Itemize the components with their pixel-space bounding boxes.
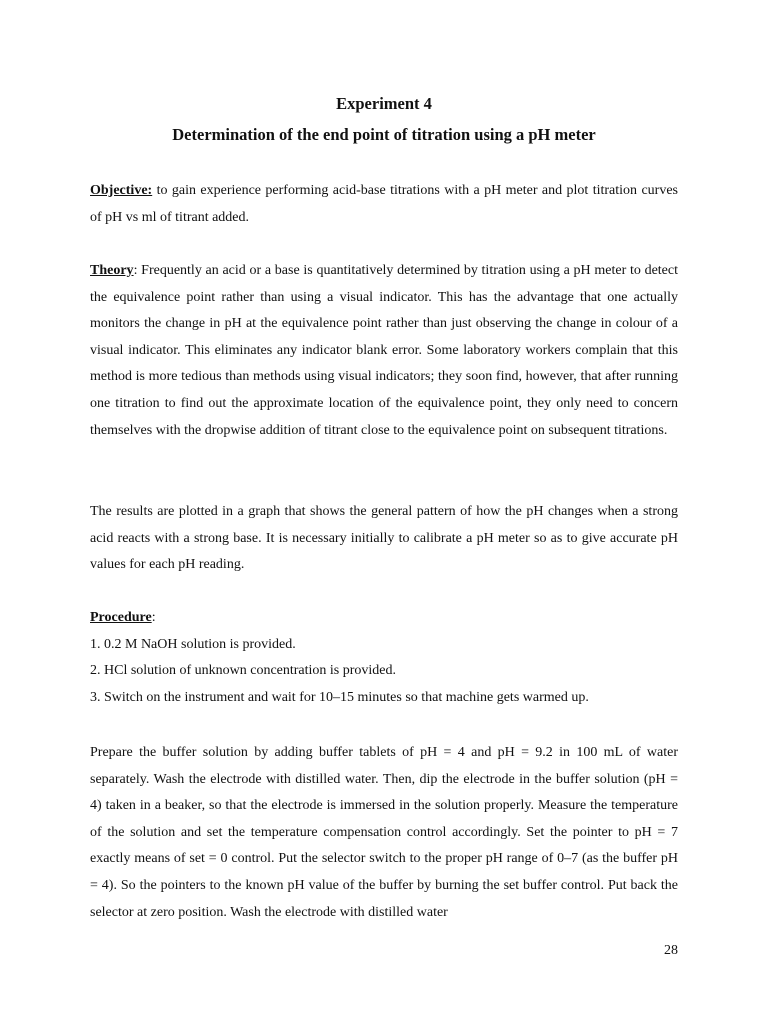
procedure-step: 2. HCl solution of unknown concentration is provided. [90, 663, 397, 679]
page-number: 28 [664, 943, 678, 958]
procedure-section [90, 605, 678, 711]
theory-paragraph [90, 258, 678, 444]
results-section [90, 499, 678, 579]
procedure-heading [90, 605, 678, 632]
results-paragraph: The results are plotted in a graph that shows the general pattern of how the pH changes when a strong acid reacts with a strong base. It is necessary initially to calibrate a pH meter so as to give accurate pH values for each pH reading. [90, 504, 678, 573]
theory-text: : Frequently an acid or a base is quantitatively determined by titration using a pH meter to detect the equivalence point rather than using a visual indicator. This has the advantage that one actually monitors the change in pH at the equivalence point rather than just observing the change in colour of a visual indicator. This eliminates any indicator blank error. Some laboratory workers complain that this method is more tedious than methods using visual indicators; they soon find, however, that after running one titration to find out the approximate location of the equivalence point, they only need to concern themselves with the dropwise addition of titrant close to the equivalence point on subsequent titrations. [90, 263, 678, 438]
buffer-section [90, 740, 678, 926]
objective-paragraph [90, 178, 678, 231]
theory-label: Theory [90, 263, 134, 278]
procedure-label-suffix: : [151, 610, 156, 625]
objective-section [90, 178, 678, 231]
theory-section [90, 258, 678, 444]
procedure-step: 3. Switch on the instrument and wait for 10–15 minutes so that machine gets warmed up. [90, 689, 589, 705]
procedure-step: 1. 0.2 M NaOH solution is provided. [90, 636, 296, 652]
objective-text: to gain experience performing acid-base titrations with a pH meter and plot titration curves of pH vs ml of titrant added. [90, 183, 678, 225]
objective-label: Objective: [90, 183, 153, 198]
experiment-subtitle: Determination of the end point of titration using a pH meter [172, 125, 596, 144]
procedure-label: Procedure [90, 610, 152, 625]
buffer-paragraph: Prepare the buffer solution by adding buffer tablets of pH = 4 and pH = 9.2 in 100 mL of water separately. Wash the electrode with distilled water. Then, dip the electrode in the buffer solution (pH = 4) taken in a beaker, so that the electrode is immersed in the solution properly. Measure the temperature of the solution and set the temperature compensation control accordingly. Set the pointer to pH = 7 exactly means of set = 0 control. Put the selector switch to the proper pH range of 0–7 (as the buffer pH = 4). So the pointers to the known pH value of the buffer by burning the set buffer control. Put back the selector at zero position. Wash the electrode with distilled water [90, 745, 678, 920]
experiment-title: Experiment 4 [336, 94, 432, 113]
